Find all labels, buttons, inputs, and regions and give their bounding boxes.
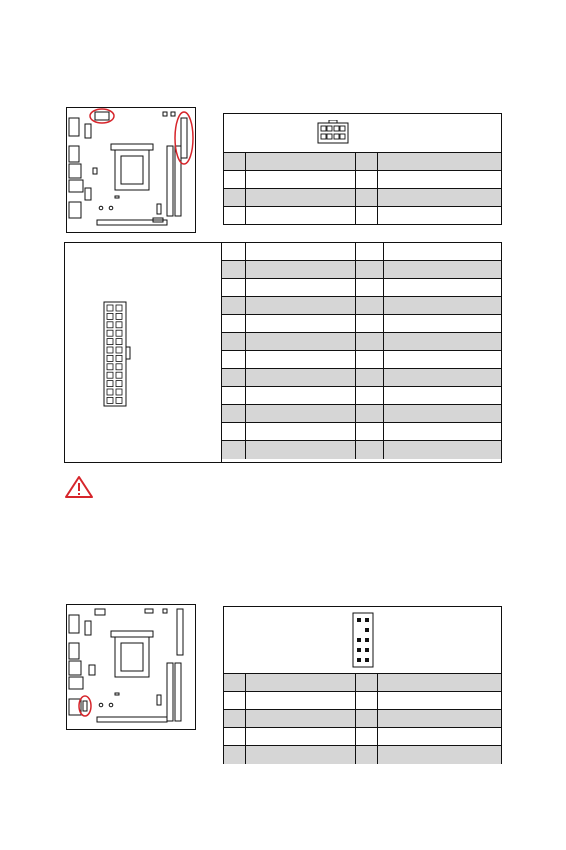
pin-number-cell [356,153,378,170]
pin-row [224,692,501,710]
signal-name-cell [378,171,501,188]
pin-number-cell [356,405,384,422]
pin-number-cell [356,423,384,440]
cpu-power-rows [224,153,501,225]
signal-name-cell [246,243,356,260]
signal-name-cell [246,333,356,350]
pin-number-cell [222,423,246,440]
pin-row [222,441,501,459]
front-panel-header [224,607,501,674]
signal-name-cell [246,261,356,278]
pin-number-cell [356,351,384,368]
signal-name-cell [384,279,501,296]
pin-number-cell [224,171,246,188]
pin-number-cell [356,441,384,459]
atx-power-pin-table [64,242,502,463]
pin-row [224,171,501,189]
pin-number-cell [356,279,384,296]
pin-row [224,207,501,225]
signal-name-cell [384,315,501,332]
signal-name-cell [246,207,356,225]
pin-number-cell [356,315,384,332]
signal-name-cell [384,369,501,386]
signal-name-cell [384,351,501,368]
pin-number-cell [356,387,384,404]
atx-power-header [65,243,222,462]
pin-number-cell [356,728,378,745]
signal-name-cell [246,153,356,170]
pin-row [222,369,501,387]
pin-number-cell [356,189,378,206]
10-pin-header-icon [352,612,374,668]
signal-name-cell [246,171,356,188]
signal-name-cell [246,315,356,332]
24-pin-connector-icon [103,301,131,407]
pin-number-cell [224,189,246,206]
warning-triangle-icon [64,475,94,499]
pin-number-cell [222,405,246,422]
signal-name-cell [384,387,501,404]
pin-row [222,405,501,423]
signal-name-cell [246,423,356,440]
pin-row [222,279,501,297]
signal-name-cell [246,728,356,745]
pin-number-cell [356,674,378,691]
signal-name-cell [246,692,356,709]
signal-name-cell [246,441,356,459]
signal-name-cell [246,279,356,296]
motherboard-layout-icon [67,108,195,232]
pin-number-cell [224,692,246,709]
pin-number-cell [222,333,246,350]
pin-row [224,674,501,692]
signal-name-cell [378,153,501,170]
pin-row [222,315,501,333]
pin-row [222,333,501,351]
pin-row [224,710,501,728]
pin-number-cell [356,261,384,278]
signal-name-cell [378,746,501,764]
signal-name-cell [246,189,356,206]
pin-number-cell [356,710,378,727]
pin-number-cell [224,728,246,745]
pin-number-cell [222,315,246,332]
pin-number-cell [222,243,246,260]
pin-number-cell [356,207,378,225]
pin-number-cell [222,369,246,386]
signal-name-cell [246,351,356,368]
pin-number-cell [356,333,384,350]
8-pin-connector-icon [317,120,349,144]
front-panel-rows [224,674,501,764]
signal-name-cell [384,405,501,422]
motherboard-diagram-bottom [66,604,196,730]
pin-row [224,153,501,171]
signal-name-cell [378,692,501,709]
signal-name-cell [246,746,356,764]
signal-name-cell [384,423,501,440]
pin-number-cell [222,297,246,314]
signal-name-cell [378,710,501,727]
pin-row [224,189,501,207]
signal-name-cell [246,674,356,691]
signal-name-cell [246,297,356,314]
signal-name-cell [246,369,356,386]
pin-number-cell [224,746,246,764]
signal-name-cell [246,387,356,404]
pin-row [222,243,501,261]
pin-number-cell [222,279,246,296]
pin-row [222,297,501,315]
front-panel-pin-table [223,606,502,764]
pin-number-cell [224,153,246,170]
pin-number-cell [356,171,378,188]
pin-number-cell [222,387,246,404]
pin-number-cell [356,692,378,709]
signal-name-cell [378,674,501,691]
motherboard-diagram-top [66,107,196,233]
signal-name-cell [378,728,501,745]
pin-number-cell [224,207,246,225]
pin-number-cell [224,674,246,691]
cpu-power-pin-table [223,113,502,225]
signal-name-cell [378,207,501,225]
pin-number-cell [222,261,246,278]
pin-number-cell [356,297,384,314]
pin-row [222,423,501,441]
signal-name-cell [384,441,501,459]
pin-row [224,728,501,746]
pin-number-cell [356,243,384,260]
pin-number-cell [356,369,384,386]
pin-number-cell [224,710,246,727]
pin-row [222,261,501,279]
signal-name-cell [384,261,501,278]
pin-number-cell [356,746,378,764]
pin-row [224,746,501,764]
motherboard-layout-icon [67,605,195,729]
pin-row [222,351,501,369]
pin-number-cell [222,351,246,368]
signal-name-cell [246,405,356,422]
signal-name-cell [384,297,501,314]
pin-row [222,387,501,405]
signal-name-cell [384,333,501,350]
signal-name-cell [246,710,356,727]
cpu-power-header [224,114,501,153]
pin-number-cell [222,441,246,459]
signal-name-cell [378,189,501,206]
atx-power-rows [222,243,501,459]
signal-name-cell [384,243,501,260]
